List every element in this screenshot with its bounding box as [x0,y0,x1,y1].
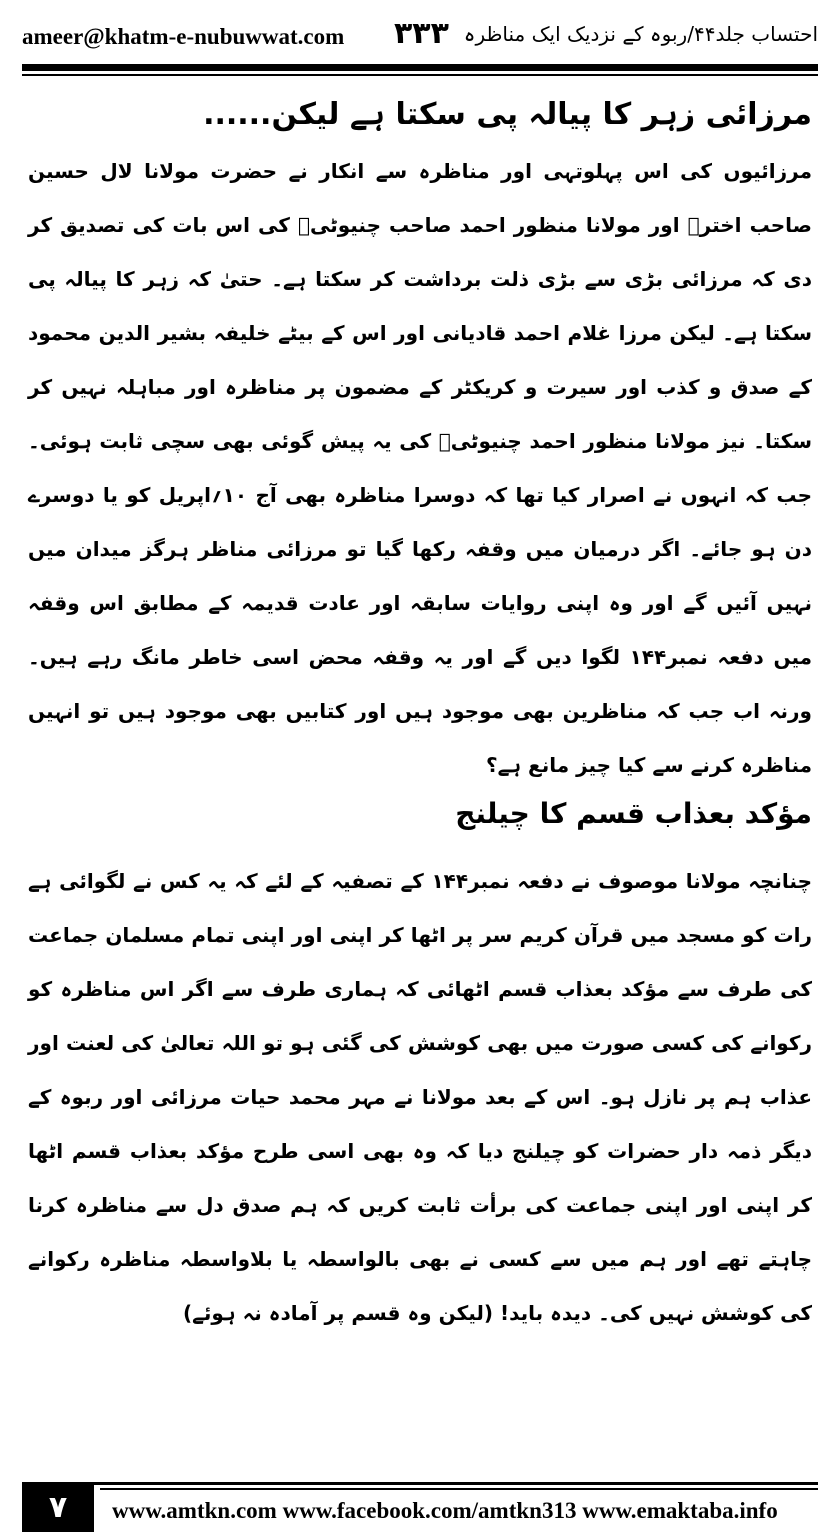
header-rule-thin [22,74,818,76]
footer-website-links[interactable]: www.amtkn.com www.facebook.com/amtkn313 www.emaktaba.info [112,1498,778,1523]
header-email[interactable]: ameer@khatm-e-nubuwwat.com [22,24,345,49]
header-running-title: احتساب جلد۴۴/ربوہ کے نزدیک ایک مناظرہ [463,22,818,46]
footer-rule [22,1482,818,1485]
footer-rule-thin [100,1488,818,1490]
page-header [22,18,818,58]
body-paragraph-1: مرزائیوں کی اس پہلوتہی اور مناظرہ سے انکار نے حضرت مولانا لال حسین صاحب اخترؒ اور مولانا منظور احمد صاحب چنیوٹیؒ کی اس بات کی تصدیق کر دی کہ مرزائی بڑی سے بڑی ذلت برداشت کر سکتا ہے۔ حتیٰ کہ زہر کا پیالہ پی سکتا ہے۔ لیکن مرزا غلام احمد قادیانی اور اس کے بیٹے خلیفہ بشیر الدین محمود کے صدق و کذب اور سیرت و کریکٹر کے مضمون پر مناظرہ اور مباہلہ نہیں کر سکتا۔ نیز مولانا منظور احمد چنیوٹیؒ کی یہ پیش گوئی بھی سچی ثابت ہوئی۔ جب کہ انہوں نے اصرار کیا تھا کہ دوسرا مناظرہ بھی آج ۱۰؍اپریل کو یا دوسرے دن ہو جائے۔ اگر درمیان میں وقفہ رکھا گیا تو مرزائی مناظر ہرگز میدان میں نہیں آئیں گے اور وہ اپنی روایات سابقہ اور عادت قدیمہ کے مطابق اس وقفہ میں دفعہ نمبر۱۴۴ لگوا دیں گے اور یہ وقفہ محض اسی خاطر مانگ رہے ہیں۔ ورنہ اب جب کہ مناظرین بھی موجود ہیں اور کتابیں بھی موجود ہیں تو انہیں مناظرہ کرنے سے کیا چیز مانع ہے؟ [28,159,813,777]
header-page-number: ۳۳۳ [394,16,449,51]
body-paragraph-2: چنانچہ مولانا موصوف نے دفعہ نمبر۱۴۴ کے تصفیہ کے لئے کہ یہ کس نے لگوائی ہے رات کو مسجد میں قرآن کریم سر پر اٹھا کر اپنی اور اپنی تمام مسلمان جماعت کی طرف سے مؤکد بعذاب قسم اٹھائی کہ ہماری طرف سے اگر اس مناظرہ کو رکوانے کی کسی صورت میں بھی کوشش کی گئی ہو تو اللہ تعالیٰ کی لعنت اور عذاب ہم پر نازل ہو۔ اس کے بعد مولانا نے مہر محمد حیات مرزائی اور ربوہ کے دیگر ذمہ دار حضرات کو چیلنج دیا کہ وہ بھی اسی طرح مؤکد بعذاب قسم اٹھا کر اپنی اور اپنی جماعت کی برأت ثابت کریں کہ ہم صدق دل سے مناظرہ کرنا چاہتے تھے اور ہم میں سے کسی نے بھی بالواسطہ یا بلاواسطہ مناظرہ رکوانے کی کوشش نہیں کی۔ دیدہ باید! (لیکن وہ قسم پر آمادہ نہ ہوئے) [28,869,812,1325]
footer-page-number: ۷ [48,1490,68,1525]
page-body [28,86,812,1340]
section-heading-poison-cup: مرزائی زہر کا پیالہ پی سکتا ہے لیکن...... [203,97,812,132]
section-heading-oath-challenge: مؤکد بعذاب قسم کا چیلنج [455,797,812,830]
header-rule [22,64,818,71]
